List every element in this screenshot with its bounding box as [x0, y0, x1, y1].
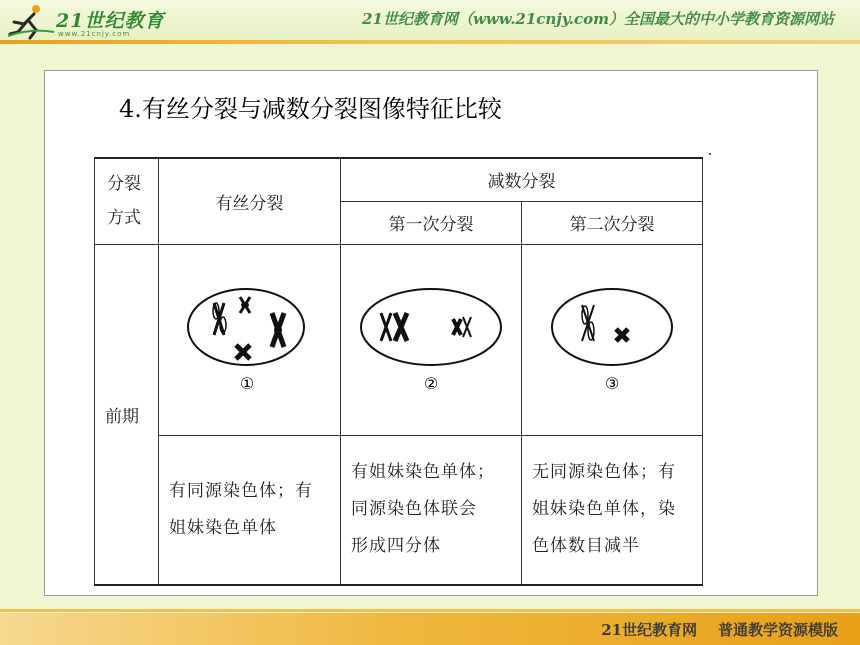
logo-url: www.21cnjy.com — [58, 30, 131, 38]
header-slogan: 21世纪教育网（www.21cnjy.com）全国最大的中小学教育资源网站 — [362, 10, 834, 28]
corner-line-1: 分裂 — [107, 174, 141, 195]
desc-mitosis-line-1: 有同源染色体；有 — [169, 480, 313, 501]
site-header — [0, 0, 860, 44]
header-meiosis: 减数分裂 — [341, 158, 703, 201]
desc-meiosis-first-line-2: 同源染色体联会 — [351, 499, 477, 520]
desc-meiosis-second-line-1: 无同源染色体；有 — [532, 462, 676, 483]
logo-text: 21世纪教育 — [56, 10, 165, 32]
diagram-cell-meiosis-2 — [522, 244, 703, 435]
desc-mitosis-line-2: 姐妹染色单体 — [169, 517, 277, 538]
diagram-label-3: ③ — [604, 373, 620, 393]
site-footer — [0, 613, 860, 645]
desc-meiosis-first — [341, 435, 522, 585]
meiosis-1-prophase-diagram — [355, 285, 507, 395]
comparison-table — [94, 157, 703, 586]
diagram-cell-meiosis-1 — [341, 244, 522, 435]
corner-line-2: 方式 — [107, 208, 141, 229]
header-mitosis: 有丝分裂 — [159, 158, 341, 244]
corner-header-cell — [95, 158, 159, 244]
diagram-label-2: ② — [423, 373, 439, 393]
stray-dot — [709, 153, 711, 155]
header-meiosis-first: 第一次分裂 — [341, 201, 522, 244]
footer-text: 21世纪教育网 普通教学资源模版 — [601, 621, 838, 639]
desc-meiosis-first-line-1: 有姐妹染色单体； — [351, 462, 495, 483]
desc-meiosis-second-line-3: 色体数目减半 — [532, 536, 640, 557]
desc-meiosis-second-line-2: 姐妹染色单体，染 — [532, 499, 676, 520]
diagram-label-1: ① — [239, 373, 254, 393]
runner-logo-icon — [6, 2, 56, 40]
desc-meiosis-first-line-3: 形成四分体 — [351, 536, 441, 557]
slide-panel — [44, 70, 818, 596]
header-divider — [0, 40, 860, 44]
header-meiosis-second: 第二次分裂 — [522, 201, 703, 244]
footer-divider — [0, 609, 860, 612]
diagram-cell-mitosis — [159, 244, 341, 435]
slide-title: 4.有丝分裂与减数分裂图像特征比较 — [119, 95, 502, 123]
mitosis-prophase-diagram — [180, 285, 320, 395]
meiosis-2-prophase-diagram — [542, 285, 682, 395]
desc-meiosis-second — [522, 435, 703, 585]
desc-mitosis — [159, 435, 341, 585]
row-label-prophase: 前期 — [95, 244, 159, 585]
